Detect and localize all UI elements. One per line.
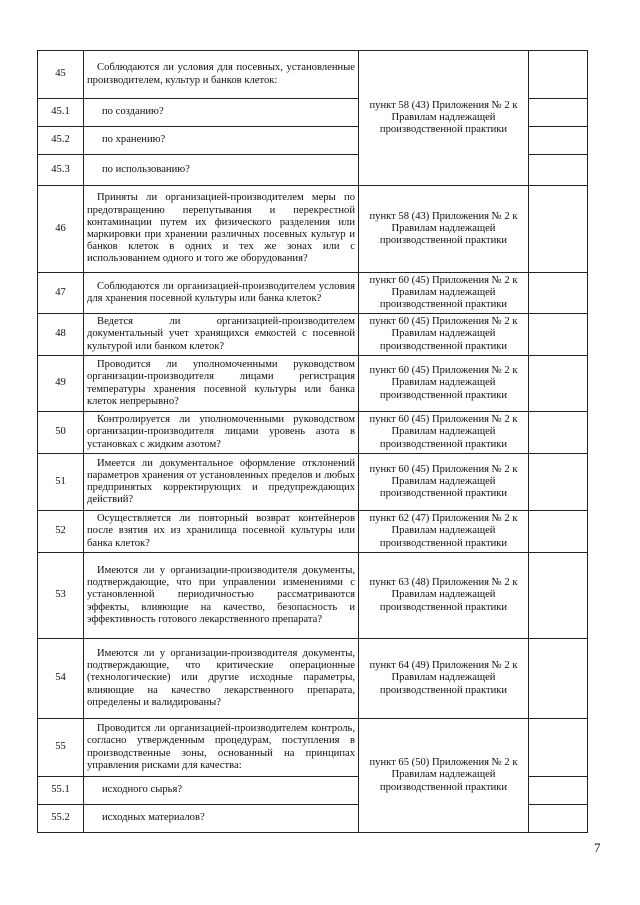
row-number: 55 [38,719,84,777]
reference-text: пункт 65 (50) Приложения № 2 к Правилам надлежащей производственной практики [359,719,529,833]
answer-cell [529,412,588,454]
row-number: 55.2 [38,805,84,833]
question-text: Имеются ли у организации-производителя документы, подтверждающие, что при управлении изменениями с установленной периодичностью рассматриваются эффекты, влияющие на качество, безопасность и эффективность готового лекарственного препарата? [84,553,359,639]
table-row [38,314,588,356]
answer-cell [529,155,588,186]
row-number: 45.3 [38,155,84,186]
answer-cell [529,273,588,314]
answer-cell [529,51,588,99]
question-text: Осуществляется ли повторный возврат контейнеров после взятия их из хранилища посевной культуры или банка клеток? [84,511,359,553]
reference-text: пункт 60 (45) Приложения № 2 к Правилам надлежащей производственной практики [359,314,529,356]
table-row [38,719,588,777]
table-row [38,511,588,553]
reference-text: пункт 63 (48) Приложения № 2 к Правилам надлежащей производственной практики [359,553,529,639]
question-text: Проводится ли организацией-производителем контроль, согласно утвержденным процедурам, поступления в производственные зоны, основанный на принципах управления рисками для качества: [84,719,359,777]
answer-cell [529,511,588,553]
reference-text: пункт 60 (45) Приложения № 2 к Правилам надлежащей производственной практики [359,454,529,511]
question-text: по использованию? [84,155,359,186]
reference-text: пункт 60 (45) Приложения № 2 к Правилам надлежащей производственной практики [359,412,529,454]
page-number: 7 [594,840,601,855]
question-text: Проводится ли уполномоченными руководством организации-производителя лицами регистрация температуры хранения посевной культуры или банка клеток непрерывно? [84,356,359,412]
answer-cell [529,314,588,356]
question-text: по созданию? [84,99,359,127]
table-row [38,273,588,314]
question-text: исходного сырья? [84,777,359,805]
checklist-table [37,50,588,833]
reference-text: пункт 58 (43) Приложения № 2 к Правилам надлежащей производственной практики [359,186,529,273]
answer-cell [529,186,588,273]
table-row [38,412,588,454]
row-number: 46 [38,186,84,273]
reference-text: пункт 60 (45) Приложения № 2 к Правилам надлежащей производственной практики [359,356,529,412]
answer-cell [529,719,588,777]
question-text: Соблюдаются ли организацией-производителем условия для хранения посевной культуры или банка клеток? [84,273,359,314]
question-text: Имеются ли у организации-производителя документы, подтверждающие, что критические операционные (технологические) или другие исходные параметры, влияющие на качество лекарственного препарата, определены и валидированы? [84,639,359,719]
table-row [38,639,588,719]
table-row [38,454,588,511]
question-text: Приняты ли организацией-производителем меры по предотвращению перепутывания и перекрестной контаминации путем их физического разделения или маркировки при хранении различных посевных культур и банков клеток в одних и тех же зонах или с использованием одного и того же оборудования? [84,186,359,273]
question-text: Ведется ли организацией-производителем документальный учет хранящихся емкостей с посевной культурой или банком клеток? [84,314,359,356]
answer-cell [529,777,588,805]
row-number: 45.1 [38,99,84,127]
row-number: 52 [38,511,84,553]
table-row [38,51,588,99]
answer-cell [529,553,588,639]
reference-text: пункт 60 (45) Приложения № 2 к Правилам надлежащей производственной практики [359,273,529,314]
question-text: Контролируется ли уполномоченными руководством организации-производителя лицами уровень азота в установках с жидким азотом? [84,412,359,454]
answer-cell [529,356,588,412]
answer-cell [529,805,588,833]
row-number: 48 [38,314,84,356]
table-row [38,356,588,412]
question-text: исходных материалов? [84,805,359,833]
row-number: 54 [38,639,84,719]
answer-cell [529,454,588,511]
question-text: Соблюдаются ли условия для посевных, установленные производителем, культур и банков клеток: [84,51,359,99]
table-row [38,553,588,639]
question-text: по хранению? [84,127,359,155]
question-text: Имеется ли документальное оформление отклонений параметров хранения от установленных пределов и любых предпринятых корректирующих и предупреждающих действий? [84,454,359,511]
row-number: 45.2 [38,127,84,155]
answer-cell [529,639,588,719]
answer-cell [529,99,588,127]
reference-text: пункт 62 (47) Приложения № 2 к Правилам надлежащей производственной практики [359,511,529,553]
row-number: 45 [38,51,84,99]
reference-text: пункт 64 (49) Приложения № 2 к Правилам надлежащей производственной практики [359,639,529,719]
row-number: 47 [38,273,84,314]
row-number: 55.1 [38,777,84,805]
row-number: 51 [38,454,84,511]
row-number: 49 [38,356,84,412]
table-row [38,186,588,273]
row-number: 53 [38,553,84,639]
answer-cell [529,127,588,155]
row-number: 50 [38,412,84,454]
reference-text: пункт 58 (43) Приложения № 2 к Правилам надлежащей производственной практики [359,51,529,186]
